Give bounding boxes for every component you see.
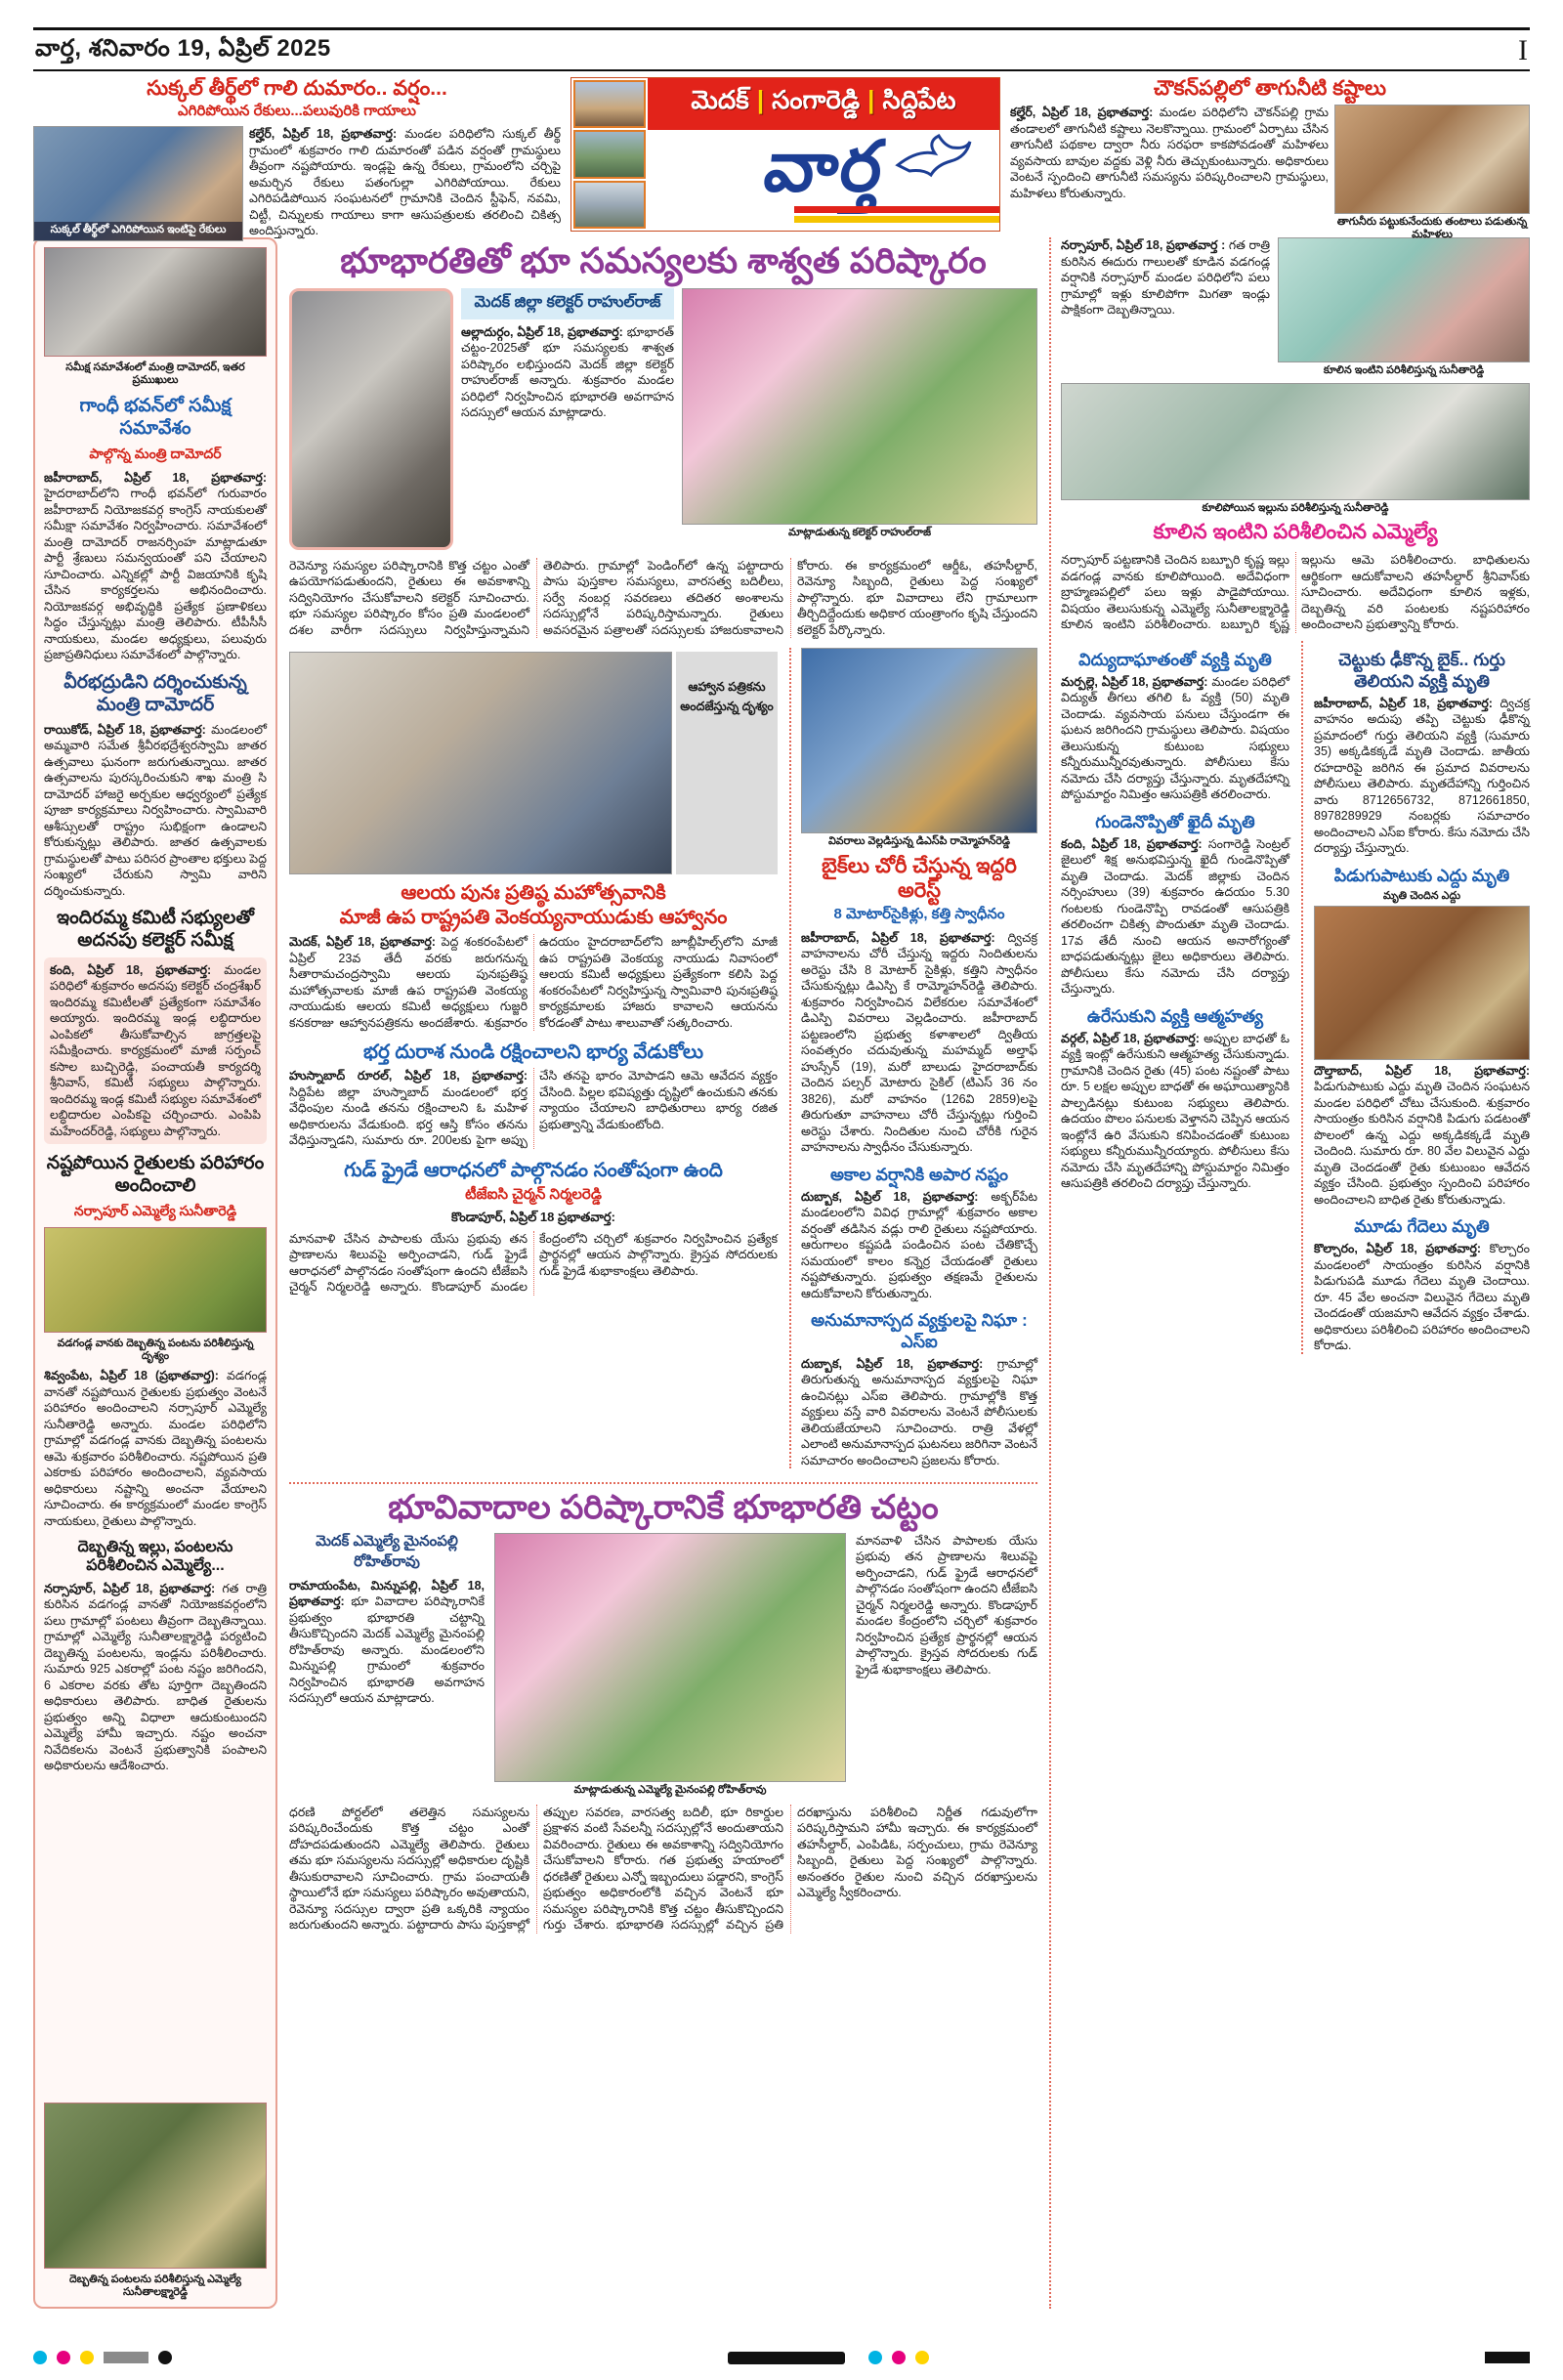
bhubharati-mla-headline: భూవివాదాల పరిష్కారానికే భూభారతి చట్టం bbox=[388, 1489, 939, 1527]
masthead-region-banner bbox=[648, 78, 999, 130]
photo-dead-bull bbox=[1314, 906, 1530, 1060]
nashta-subhead: నర్సాపూర్ ఎమ్మెల్యే సునీతారెడ్డి bbox=[73, 1202, 237, 1218]
black-registration-bar bbox=[728, 2352, 845, 2364]
article-storm-roofs bbox=[33, 77, 561, 242]
right-column bbox=[1049, 237, 1530, 2309]
article-collapsed-house bbox=[1061, 237, 1530, 633]
date-line: వార్త, శనివారం 19, ఏప్రిల్ 2025 bbox=[35, 35, 331, 62]
goodfriday-body: మానవాళి చేసిన పాపాలకు యేసు ప్రభువు తన ప్రాణాలను శిలువపై అర్పించాడని, గుడ్ ఫ్రైడే ఆరాధనలో పాల్గొనడం సంతోషంగా ఉందని టీజేఐసి చైర్మన్ నిర్మలరెడ్డి అన్నారు. కొండాపూర్ మండల కేంద్రంలోని చర్చిలో శుక్రవారం నిర్వహించిన ప్రత్యేక ప్రార్థనల్లో ఆయన పాల్గొన్నారు. క్రైస్తవ సోదరులకు గుడ్ ఫ్రైడే శుభాకాంక్షలు తెలిపారు. bbox=[289, 1231, 778, 1295]
article-bhubharati-mla bbox=[289, 1482, 1037, 1934]
temple-photo bbox=[573, 80, 646, 128]
masthead-photo-strip bbox=[571, 78, 648, 231]
veera-body: రాయికోడ్, ఏప్రిల్ 18, ప్రభాతవార్త: మండలంలో అమ్మవారి సమేత శ్రీవీరభద్రేశ్వరస్వామి జాతర ఉత్సవాలు ఘనంగా జరుగుతున్నాయి. జాతర ఉత్సవాలను పురస్కరించుకుని శాఖ మంత్రి సి దామోదర్ హాజరై అర్చకుల ఆధ్వర్యంలో ప్రత్యేక పూజా కార్యక్రమాలు నిర్వహించారు. స్వామివారి ఆశీస్సులతో రాష్ట్రం సుభిక్షంగా ఉండాలని కోరుకున్నట్లు తెలిపారు. జాతర ఉత్సవాలకు గ్రామస్థులతో పాటు పరిసర ప్రాంతాల భక్తులు పెద్ద సంఖ్యలో చేరుకుని స్వామి వారిని దర్శించుకున్నారు. bbox=[44, 722, 267, 898]
yellow-registration-dot bbox=[915, 2351, 929, 2364]
wife-plea-body: హుస్నాబాద్ రూరల్, ఏప్రిల్ 18, ప్రభాతవార్త: సిద్దిపేట జిల్లా హుస్నాబాద్ మండలంలో భర్త వేధింపుల నుండి తనను రక్షించాలని ఓ మహిళ అధికారులను వేడుకుంది. భర్త ఆస్తి కోసం తనను వేధిస్తున్నాడని, సుమారు రూ. 200లకు పైగా అప్పు చేసి తనపై భారం మోపాడని ఆమె ఆవేదన వ్యక్తం చేసింది. పిల్లల భవిష్యత్తు దృష్టిలో ఉంచుకుని తనకు న్యాయం చేయాలని బాధితురాలు భార్య రజిత ప్రభుత్వాన్ని వేడుకుంటోంది. bbox=[289, 1069, 778, 1148]
venkaiah-body: మెదక్, ఏప్రిల్ 18, ప్రభాతవార్త: పెద్ద శంకరంపేటలో ఏప్రిల్ 23వ తేదీ వరకు జరుగనున్న సీతారామచంద్రస్వామి ఆలయ పునఃప్రతిష్ఠ మహోత్సవాలకు మాజీ ఉప రాష్ట్రపతి వెంకయ్య నాయుడుకు ఆలయ కమిటీ అధ్యక్షులు గుజ్జరి కనకరాజు ఆహ్వానపత్రికను అందజేశారు. శుక్రవారం ఉదయం హైదరాబాద్‌లోని జూబ్లీహిల్స్‌లోని మాజీ ఉప రాష్ట్రపతి వెంకయ్య నాయుడు నివాసంలో ఆలయ కమిటీ అధ్యక్షులు ప్రత్యేకంగా కలిసి పెద్ద శంకరంపేటలో నిర్వహిస్తున్న స్వామివారి పునఃప్రతిష్ఠ కార్యక్రమాలకు హాజరు కావాలని ఆయనను కోరడంతో పాటు శాలువాతో సత్కరించారు. bbox=[289, 935, 778, 1030]
suspects-body: దుబ్బాక, ఏప్రిల్ 18, ప్రభాతవార్త: గ్రామాల్లో తిరుగుతున్న అనుమానాస్పద వ్యక్తులపై నిఘా ఉంచినట్లు ఎస్ఐ తెలిపారు. గ్రామాల్లోకి కొత్త వ్యక్తులు వస్తే వారి వివరాలను వెంటనే పోలీసులకు తెలియజేయాలని సూచించారు. రాత్రి వేళల్లో ఎలాంటి అనుమానాస్పద ఘటనలు జరిగినా వెంటనే సమాచారం అందించాలని ప్రజలను కోరారు. bbox=[801, 1356, 1038, 1467]
buffaloes-headline: మూడు గేదెలు మృతి bbox=[1354, 1216, 1490, 1237]
article-bull-lightning: పిడుగుపాటుకు ఎద్దు మృతి మృతి చెందిన ఎద్దు దౌల్తాబాద్, ఏప్రిల్ 18, ప్రభాతవార్త: పిడుగుపాటుకు ఎద్దు మృతి చెందిన సంఘటన మండల పరిధిలో చోటు చేసుకుంది. శుక్రవారం సాయంత్రం కురిసిన వర్షానికి పిడుగు పడటంతో పొలంలో ఉన్న ఎద్దు అక్కడికక్కడే మృతి చెందింది. సుమారు రూ. 80 వేల విలువైన ఎద్దు మృతి చెందడంతో రైతు కుటుంబం ఆవేదన వ్యక్తం చేసింది. ప్రభుత్వం స్పందించి పరిహారం అందించాలని బాధిత రైతు కోరుతున్నాడు. bbox=[1314, 865, 1530, 1207]
damaged-body: నర్సాపూర్, ఏప్రిల్ 18, ప్రభాతవార్త: గత రాత్రి కురిసిన వడగండ్ల వానతో నియోజకవర్గంలోని పలు గ్రామాల్లో పంటలు తీవ్రంగా దెబ్బతిన్నాయి. గ్రామాల్లో ఎమ్మెల్యే సునీతాలక్ష్మారెడ్డి పర్యటించి దెబ్బతిన్న పంటలను, ఇండ్లను పరిశీలించారు. సుమారు 925 ఎకరాల్లో పంట నష్టం జరిగిందని, 6 ఎకరాల వరకు తోట పూర్తిగా దెబ్బతిందని అధికారులు తెలిపారు. బాధిత రైతులను ప్రభుత్వం అన్ని విధాలా ఆదుకుంటుందని ఎమ్మెల్యే హామీ ఇచ్చారు. నష్టం అంచనా నివేదికలను వెంటనే ప్రభుత్వానికి పంపాలని అధికారులను ఆదేశించారు. bbox=[44, 1581, 268, 1772]
article-buffaloes: మూడు గేదెలు మృతి కొల్చారం, ఏప్రిల్ 18, ప్రభాతవార్త: కొల్చారం మండలంలో సాయంత్రం కురిసిన వర్షానికి పిడుగుపడి మూడు గేదెలు మృతి చెందాయి. రూ. 45 వేల అంచనా విలువైన గేదెలు మృతి చెందడంతో యజమాని ఆవేదన వ్యక్తం చేశాడు. అధికారులు పరిశీలించి పరిహారం అందించాలని కోరాడు. bbox=[1314, 1216, 1530, 1353]
bhubharati-lead-body: ఆల్లాదుర్గం, ఏప్రిల్ 18, ప్రభాతవార్త: భూభారత్ చట్టం-2025తో భూ సమస్యలకు శాశ్వత పరిష్కారం లభిస్తుందని మెదక్ జిల్లా కలెక్టర్ రాహుల్‌రాజ్ అన్నారు. శుక్రవారం మండల పరిధిలో నిర్వహించిన భూభారతి అవగాహన సదస్సులో ఆయన మాట్లాడారు. bbox=[461, 324, 674, 420]
grey-registration-bar bbox=[104, 2352, 148, 2363]
storm-photo-caption: సుక్కల్ తీర్థ్‌లో ఎగిరిపోయిన ఇంటిపై రేకులు bbox=[34, 222, 242, 240]
photo-review-meeting bbox=[44, 247, 267, 357]
cyan-registration-dot bbox=[33, 2351, 47, 2364]
collapsed-house-headline: కూలిన ఇంటిని పరిశీలించిన ఎమ్మెల్యే bbox=[1153, 521, 1438, 544]
region-siddipet: సిద్దిపేట bbox=[882, 85, 956, 114]
bull-headline: పిడుగుపాటుకు ఎద్దు మృతి bbox=[1333, 865, 1510, 885]
storm-body: కల్హేర్, ఏప్రిల్ 18, ప్రభాతవార్త: మండల పరిధిలోని సుక్కల్ తీర్థ్ గ్రామంలో శుక్రవారం గాలి దుమారంతో పడిన వర్షంతో గ్రామస్థులు తీవ్రంగా నష్టపోయారు. ఇండ్లపై ఉన్న రేకులు, గ్రామంలోని చర్చిపై అమర్చిన రేకులు పతంగుల్లా ఎగిరిపోయాయి. రేకులు ఎగిరిపడిపోయిన సంఘటనలో గ్రామానికి చెందిన స్టీఫెన్, నవమి, చిట్టీ, చిన్నులకు గాయాలు కాగా ఆసుపత్రులకు తరలించి చికిత్స అందిస్తున్నారు. bbox=[249, 127, 561, 238]
wife-plea-headline: భర్త దురాశ నుండి రక్షించాలని భార్య వేడుకోలు bbox=[362, 1041, 704, 1064]
article-suspects-watch bbox=[801, 1301, 1037, 1468]
untimely-rain-body: దుబ్బాక, ఏప్రిల్ 18, ప్రభాతవార్త: అక్బర్‌పేట మండలంలోని వివిధ గ్రామాల్లో శుక్రవారం అకాల వర్షంతో తడిసిన వడ్లు రాలి రైతులు నష్టపోయారు. ఆరుగాలం కష్టపడి పండించిన పంట చేతికొచ్చే సమయంలో కాలం కన్నెర్ర చేయడంతో రైతులు నష్టపోతున్నారు. ప్రభుత్వం తక్షణమే రైతులను ఆదుకోవాలని కోరుతున్నారు. bbox=[801, 1189, 1038, 1300]
nashta-headline: నష్టపోయిన రైతులకు పరిహారం అందించాలి bbox=[46, 1153, 265, 1196]
photo-crop-inspection bbox=[44, 1227, 267, 1333]
photo-mla-stage bbox=[494, 1533, 846, 1782]
church-photo bbox=[573, 181, 646, 229]
right-subcolumns bbox=[1061, 641, 1530, 1354]
suicide-headline: ఉరేసుకుని వ్యక్తి ఆత్మహత్య bbox=[1086, 1005, 1264, 1026]
storm-subhead: ఎగిరిపోయిన రేకులు...పలువురికి గాయాలు bbox=[178, 103, 416, 120]
photo-blown-roofs bbox=[33, 126, 243, 241]
article-bike-tree: చెట్టుకు ఢీకొన్న బైక్.. గుర్తు తెలియని వ్యక్తి మృతి జహీరాబాద్, ఏప్రిల్ 18, ప్రభాతవార్త: ద్విచక్ర వాహనం అదుపు తప్పి చెట్టుకు ఢీకొన్న ప్రమాదంలో గుర్తు తెలియని వ్యక్తి (సుమారు 35) అక్కడికక్కడే మృతి చెందాడు. జాతీయ రహదారిపై జరిగిన ఈ ప్రమాద వివరాలను పోలీసులు తెలిపారు. మృతదేహాన్ని గుర్తించిన వారు 8712656732, 8712661850, 8978289929 నంబర్లకు సమాచారం అందించాలని ఎస్ఐ కోరారు. కేసు నమోదు చేసి దర్యాప్తు చేస్తున్నారు. bbox=[1314, 649, 1530, 856]
collector-kicker: మెదక్ జిల్లా కలెక్టర్ రాహుల్‌రాజ్ bbox=[461, 288, 674, 319]
collapsed-house-intro: నర్సాపూర్, ఏప్రిల్ 18, ప్రభాతవార్త : గత రాత్రి కురిసిన ఈదురు గాలులతో కూడిన వడగండ్ల వర్షానికి నర్సాపూర్ మండల పరిధిలోని పలు గ్రామాల్లో ఇళ్లు కూలిపోగా మిగతా ఇండ్లు పాక్షికంగా దెబ్బతిన్నాయి. bbox=[1061, 238, 1270, 317]
mla-body-side: మానవాళి చేసిన పాపాలకు యేసు ప్రభువు తన ప్రాణాలను శిలువపై అర్పించాడని, గుడ్ ఫ్రైడే ఆరాధనలో పాల్గొనడం సంతోషంగా ఉందని టీజేఐసి చైర్మన్ నిర్మలరెడ్డి అన్నారు. కొండాపూర్ మండల కేంద్రంలోని చర్చిలో శుక్రవారం నిర్వహించిన ప్రత్యేక ప్రార్థనల్లో ఆయన పాల్గొన్నారు. క్రైస్తవ సోదరులకు గుడ్ ఫ్రైడే శుభాకాంక్షలు తెలిపారు. bbox=[856, 1533, 1037, 1677]
region-medak: మెదక్ bbox=[691, 85, 749, 114]
black-registration-bar-right bbox=[1485, 2352, 1530, 2363]
article-suicide: ఉరేసుకుని వ్యక్తి ఆత్మహత్య వర్గల్, ఏప్రిల్ 18, ప్రభాతవార్త: అప్పుల బాధతో ఓ వ్యక్తి ఇంట్లో ఉరేసుకుని ఆత్మహత్య చేసుకున్నాడు. గ్రామానికి చెందిన రైతు (45) పంట నష్టంతో పాటు రూ. 5 లక్షల అప్పుల బాధతో ఈ అఘాయిత్యానికి పాల్పడినట్లు కుటుంబ సభ్యులు తెలిపారు. ఉదయం పొలం పనులకు వెళ్తానని చెప్పిన ఆయన ఇంట్లోనే ఉరి వేసుకుని కనిపించడంతో కుటుంబ సభ్యులు కన్నీరుమున్నీరయ్యారు. పోలీసులు కేసు నమోదు చేసి మృతదేహాన్ని పోస్టుమార్టం నిమిత్తం ఆసుపత్రికి తరలించి దర్యాప్తు చేస్తున్నారు. bbox=[1061, 1005, 1289, 1190]
bike-tree-headline: చెట్టుకు ఢీకొన్న బైక్.. గుర్తు తెలియని వ్యక్తి మృతి bbox=[1338, 649, 1505, 691]
bull-photo-caption: మృతి చెందిన ఎద్దు bbox=[1382, 889, 1461, 902]
cyan-registration-dot bbox=[868, 2351, 882, 2364]
invitation-photo-caption: ఆహ్వాన పత్రికను అందజేస్తున్న దృశ్యం bbox=[676, 652, 778, 874]
photo-collector-stage bbox=[682, 288, 1037, 525]
mla-stage-caption: మాట్లాడుతున్న ఎమ్మెల్యే మైనంపల్లి రోహిత్‌రావు bbox=[573, 1783, 767, 1796]
page-number: I bbox=[1518, 34, 1528, 66]
photo-dsp-press-meet bbox=[801, 648, 1037, 833]
nashta-body: శివ్వంపేట, ఏప్రిల్ 18 (ప్రభాతవార్త): వడగండ్ల వానతో నష్టపోయిన రైతులకు ప్రభుత్వం వెంటనే పరిహారం అందించాలని నర్సాపూర్ ఎమ్మెల్యే సునీతారెడ్డి అన్నారు. మండల పరిధిలోని గ్రామాల్లో వడగండ్ల వానకు దెబ్బతిన్న పంటలను ఆమె శుక్రవారం పరిశీలించారు. నష్టపోయిన ప్రతి ఎకరాకు పరిహారం అందించాలని, వ్యవసాయ అధికారులు నష్టాన్ని అంచనా వేయాలని సూచించారు. ఈ కార్యక్రమంలో మండల కాంగ్రెస్ నాయకులు, రైతులు పాల్గొన్నారు. bbox=[44, 1369, 267, 1528]
photo-women-water bbox=[1334, 105, 1530, 214]
bike-theft-subhead: 8 మోటార్‌సైకిళ్లు, కత్తి స్వాధీనం bbox=[833, 905, 1005, 922]
article-bike-theft bbox=[801, 648, 1037, 1156]
gandhi-subhead: పాల్గొన్న మంత్రి దామోదర్ bbox=[89, 445, 222, 461]
article-good-friday bbox=[289, 1159, 778, 1296]
article-prisoner-death: గుండెనొప్పితో ఖైదీ మృతి కంది, ఏప్రిల్ 18, ప్రభాతవార్త: సంగారెడ్డి సెంట్రల్ జైలులో శిక్ష అనుభవిస్తున్న ఖైదీ గుండెనొప్పితో మృతి చెందాడు. మెదక్ జిల్లాకు చెందిన నర్సింహులు (39) శుక్రవారం ఉదయం 5.30 గంటలకు గుండెనొప్పి రావడంతో ఆసుపత్రికి తరలించగా చికిత్స పొందుతూ మృతి చెందాడు. 17వ తేదీ నుంచి ఆయన అనారోగ్యంతో బాధపడుతున్నట్లు జైలు అధికారులు తెలిపారు. పోలీసులు కేసు నమోదు చేసి దర్యాప్తు చేస్తున్నారు. bbox=[1061, 811, 1289, 997]
masthead-logo-area bbox=[648, 130, 999, 231]
veera-headline: వీరభద్రుడిని దర్శించుకున్న మంత్రి దామోదర్ bbox=[63, 671, 247, 715]
masthead bbox=[570, 77, 1000, 232]
magenta-registration-dot bbox=[57, 2351, 70, 2364]
photo-mla-field-visit bbox=[44, 2103, 267, 2269]
water-dateline: కల్హేర్, ఏప్రిల్ 18, ప్రభాతవార్త: bbox=[1010, 106, 1154, 120]
water-body: కల్హేర్, ఏప్రిల్ 18, ప్రభాతవార్త: మండల పరిధిలోని చౌకన్‌పల్లి గ్రామ తండాలలో తాగునీటి కష్టాలు నెలకొన్నాయి. గ్రామంలో ఏర్పాటు చేసిన తాగునీటి పథకాల ద్వారా నీరు సరఫరా కాకపోవడంతో మహిళలు వ్యవసాయ బావుల వద్దకు వెళ్లి నీరు తెచ్చుకుంటున్నారు. అధికారులు వెంటనే స్పందించి తాగునీటి సమస్యను పరిష్కరించాలని గ్రామస్థులు, మహిళలు కోరుతున్నారు. bbox=[1010, 106, 1329, 200]
header-band bbox=[33, 77, 1530, 241]
goodfriday-headline: గుడ్ ఫ్రైడే ఆరాధనలో పాల్గొనడం సంతోషంగా ఉంది bbox=[344, 1159, 723, 1181]
article-wife-plea bbox=[289, 1041, 778, 1149]
vaartha-logo: వార్త bbox=[760, 128, 889, 207]
house-visit-caption: కూలిపోయిన ఇల్లును పరిశీలిస్తున్న సునీతారెడ్డి bbox=[1202, 502, 1389, 515]
magenta-registration-dot bbox=[892, 2351, 906, 2364]
mla-body: ధరణి పోర్టల్‌లో తలెత్తిన సమస్యలను పరిష్కరించేందుకు కొత్త చట్టం ఎంతో దోహదపడుతుందని ఎమ్మెల్యే తెలిపారు. రైతులు తమ భూ సమస్యలను సదస్సుల్లో అధికారుల దృష్టికి తీసుకురావాలని సూచించారు. గ్రామ పంచాయతీ స్థాయిలోనే భూ సమస్యలు పరిష్కారం అవుతాయని, రెవెన్యూ సదస్సుల ద్వారా ప్రతి ఒక్కరికి న్యాయం జరుగుతుందని అన్నారు. పట్టాదారు పాసు పుస్తకాల్లో తప్పుల సవరణ, వారసత్వ బదిలీ, భూ రికార్డుల ప్రక్షాళన వంటి సేవలన్నీ సదస్సుల్లోనే అందుతాయని వివరించారు. రైతులు ఈ అవకాశాన్ని సద్వినియోగం చేసుకోవాలని కోరారు. గత ప్రభుత్వ హయాంలో ధరణితో రైతులు ఎన్నో ఇబ్బందులు పడ్డారని, కాంగ్రెస్ ప్రభుత్వం అధికారంలోకి వచ్చిన వెంటనే భూ సమస్యల పరిష్కారానికి కొత్త చట్టం తీసుకొచ్చిందని గుర్తు చేశారు. భూభారతి సదస్సుల్లో వచ్చిన ప్రతి దరఖాస్తును పరిశీలించి నిర్ణీత గడువులోగా పరిష్కరిస్తామని హామీ ఇచ్చారు. ఈ కార్యక్రమంలో తహసీల్దార్, ఎంపిడిఓ, సర్పంచులు, గ్రామ రెవెన్యూ సిబ్బంది, రైతులు పెద్ద సంఖ్యలో పాల్గొన్నారు. అనంతరం రైతుల నుంచి వచ్చిన దరఖాస్తులను ఎమ్మెల్యే స్వీకరించారు. bbox=[289, 1805, 1037, 1933]
meeting-photo-caption: సమీక్ష సమావేశంలో మంత్రి దామోదర్, ఇతర ప్రముఖులు bbox=[65, 361, 245, 387]
gandhi-body: జహీరాబాద్, ఏప్రిల్ 18, ప్రభాతవార్త: హైదరాబాద్‌లోని గాంధీ భవన్‌లో గురువారం జహీరాబాద్ నియోజకవర్గ కాంగ్రెస్ నాయకులతో సమీక్షా సమావేశం నిర్వహించారు. సమావేశంలో మంత్రి దామోదర్ రాజనర్సింహ మాట్లాడుతూ పార్టీ శ్రేణులు సమన్వయంతో పని చేయాలని సూచించారు. ఎన్నికల్లో పార్టీ విజయానికి కృషి చేసిన కార్యకర్తలను అభినందించారు. నియోజకవర్గ అభివృద్ధికి ప్రత్యేక ప్రణాళికలు సిద్ధం చేస్తున్నట్లు మంత్రి తెలిపారు. టీపీసీసీ నాయకులు, మండల అధ్యక్షులు, పలువురు ప్రజాప్రతినిధులు సమావేశంలో పాల్గొన్నారు. bbox=[44, 470, 267, 662]
indiramma-headline: ఇందిరమ్మ కమిటీ సభ్యులతో అదనపు కలెక్టర్ సమీక్ష bbox=[57, 908, 254, 951]
indiramma-body: కంది, ఏప్రిల్ 18, ప్రభాతవార్త: మండల పరిధిలో శుక్రవారం అదనపు కలెక్టర్ చంద్రశేఖర్ ఇందిరమ్మ కమిటీలతో ప్రత్యేకంగా సమావేశం అయ్యారు. ఇందిరమ్మ ఇండ్ల లబ్ధిదారుల ఎంపికలో తీసుకోవాల్సిన జాగ్రత్తలపై సమీక్షించారు. కార్యక్రమంలో మాజీ సర్పంచ్ కసాల బుచ్చిరెడ్డి, పంచాయతీ కార్యదర్శి శ్రీనివాస్, కమిటీ సభ్యులు పాల్గొన్నారు. ఇందిరమ్మ ఇండ్ల కమిటీ సభ్యుల సమావేశంలో లబ్ధిదారుల ఎంపికపై చర్చించారు. ఎంపిపి మహేందర్‌రెడ్డి, సభ్యులు పాల్గొన్నారు. bbox=[44, 957, 267, 1145]
main-content bbox=[33, 237, 1530, 2309]
print-registration-bar bbox=[33, 2349, 1530, 2366]
article-electrocution: విద్యుదాఘాతంతో వ్యక్తి మృతి మర్పల్లె, ఏప్రిల్ 18, ప్రభాతవార్త: మండల పరిధిలో విద్యుత్ తీగలు తగిలి ఓ వ్యక్తి (50) మృతి చెందాడు. వ్యవసాయ పనులు చేస్తుండగా ఈ ఘటన జరిగిందని గ్రామస్థులు తెలిపారు. విషయం తెలుసుకున్న కుటుంబ సభ్యులు కన్నీరుమున్నీరవుతున్నారు. పోలీసులు కేసు నమోదు చేసి దర్యాప్తు చేస్తున్నారు. మృతదేహాన్ని పోస్టుమార్టం నిమిత్తం ఆసుపత్రికి తరలించారు. bbox=[1061, 649, 1290, 802]
mla-field-caption: దెబ్బతిన్న పంటలను పరిశీలిస్తున్న ఎమ్మెల్యే సునీతాలక్ష్మారెడ్డి bbox=[69, 2273, 241, 2298]
left-column bbox=[33, 237, 277, 2309]
mla-intro: రామాయంపేట, మిన్నుపల్లి, ఏప్రిల్ 18, ప్రభాతవార్త: భూ వివాదాల పరిష్కారానికే ప్రభుత్వం భూభారతి చట్టాన్ని తీసుకొచ్చిందని మెదక్ ఎమ్మెల్యే మైనంపల్లి రోహిత్‌రావు అన్నారు. మండలంలోని మిన్నుపల్లి గ్రామంలో శుక్రవారం నిర్వహించిన భూభారతి అవగాహన సదస్సులో ఆయన మాట్లాడారు. bbox=[289, 1578, 485, 1706]
black-registration-dot bbox=[158, 2351, 172, 2364]
photo-collector-meeting bbox=[289, 288, 453, 550]
goodfriday-subhead: టీజేఐసి చైర్మన్ నిర్మలరెడ్డి bbox=[465, 1185, 602, 1203]
region-separator: | bbox=[867, 85, 875, 114]
center-left-stack bbox=[289, 648, 778, 1468]
right-subcol-left bbox=[1061, 641, 1289, 1354]
photo-invitation-handover bbox=[289, 652, 672, 874]
mid-rule bbox=[33, 69, 1530, 71]
dsp-photo-caption: వివరాలు వెల్లడిస్తున్న డిఎస్‌పి రామ్మోహన్‌రెడ్డి bbox=[827, 835, 1011, 848]
yellow-registration-dot bbox=[80, 2351, 94, 2364]
venkaiah-headline: ఆలయ పునః ప్రతిష్ఠ మహోత్సవానికి మాజీ ఉప రాష్ట్రపతి వెంకయ్యనాయుడుకు ఆహ్వానం bbox=[339, 882, 728, 929]
article-water-trouble bbox=[1010, 77, 1530, 242]
article-untimely-rain bbox=[801, 1156, 1037, 1301]
photo-mla-house-visit bbox=[1061, 383, 1530, 500]
electrocution-headline: విద్యుదాఘాతంతో వ్యక్తి మృతి bbox=[1078, 649, 1272, 669]
dove-icon bbox=[888, 132, 972, 183]
collector-stage-caption: మాట్లాడుతున్న కలెక్టర్ రాహుల్‌రాజ్ bbox=[788, 526, 931, 538]
article-venkaiah-invite bbox=[289, 652, 778, 1031]
water-headline: చౌకన్‌పల్లిలో తాగునీటి కష్టాలు bbox=[1154, 77, 1386, 100]
gandhi-headline: గాంధీ భవన్‌లో సమీక్ష సమావేశం bbox=[79, 396, 232, 440]
date-bar bbox=[33, 30, 1530, 69]
mla-subhead: మెదక్ ఎమ్మెల్యే మైనంపల్లి రోహిత్‌రావు bbox=[316, 1532, 458, 1570]
photo-collapsed-house-interior bbox=[1278, 237, 1530, 362]
bike-theft-headline: బైక్‌లు చోరీ చేస్తున్న ఇద్దరి అరెస్ట్ bbox=[822, 855, 1017, 903]
storm-dateline: కల్హేర్, ఏప్రిల్ 18, ప్రభాతవార్త: bbox=[249, 127, 398, 142]
damaged-headline: దెబ్బతిన్న ఇల్లు, పంటలను పరిశీలించిన ఎమ్మెల్యే... bbox=[77, 1539, 233, 1575]
bhubharati-body: రెవెన్యూ సమస్యల పరిష్కారానికి కొత్త చట్టం ఎంతో ఉపయోగపడుతుందని, రైతులు ఈ అవకాశాన్ని సద్వినియోగం చేసుకోవాలని కలెక్టర్ సూచించారు. భూ సమస్యల పరిష్కారం కోసం ప్రతి మండలంలో దశల వారీగా సదస్సులు నిర్వహిస్తున్నామని తెలిపారు. గ్రామాల్లో పెండింగ్‌లో ఉన్న పట్టాదారు పాసు పుస్తకాల సమస్యలు, వారసత్వ బదిలీలు, సర్వే నంబర్ల సవరణలు తదితర అంశాలను సదస్సుల్లోనే పరిష్కరిస్తామన్నారు. రైతులు అవసరమైన పత్రాలతో సదస్సులకు హాజరుకావాలని కోరారు. ఈ కార్యక్రమంలో ఆర్డీఓ, తహసీల్దార్, రెవెన్యూ సిబ్బంది, రైతులు పెద్ద సంఖ్యలో పాల్గొన్నారు. భూ వివాదాలు లేని గ్రామాలుగా తీర్చిదిద్దేందుకు అధికార యంత్రాంగం కృషి చేస్తుందని కలెక్టర్ పేర్కొన్నారు. bbox=[289, 558, 1037, 637]
right-subcol-right bbox=[1301, 641, 1530, 1354]
region-sangareddy: సంగారెడ్డి bbox=[772, 85, 861, 114]
center-column bbox=[289, 237, 1037, 2309]
prisoner-headline: గుండెనొప్పితో ఖైదీ మృతి bbox=[1095, 811, 1255, 831]
suspects-headline: అనుమానాస్పద వ్యక్తులపై నిఘా : ఎస్ఐ bbox=[811, 1310, 1028, 1351]
collapsed-house-body: నర్సాపూర్ పట్టణానికి చెందిన బబ్బూరి కృష్ణ ఇల్లు వడగండ్ల వానకు కూలిపోయింది. అదేవిధంగా బ్రాహ్మణపల్లిలో పలు ఇళ్లు పాడైపోయాయి. విషయం తెలుసుకున్న ఎమ్మెల్యే సునీతాలక్ష్మారెడ్డి కూలిన ఇంటిని పరిశీలించారు. బబ్బూరి కృష్ణ ఇల్లును ఆమె పరిశీలించారు. బాధితులను ఆర్థికంగా ఆదుకోవాలని తహసీల్దార్ శ్రీనివాస్‌కు సూచించారు. అదేవిధంగా కూలిన ఇళ్లకు, దెబ్బతిన్న వరి పంటలకు నష్టపరిహారం అందించాలని ప్రభుత్వాన్ని కోరారు. bbox=[1061, 553, 1530, 632]
goodfriday-dateline: కొండాపూర్, ఏప్రిల్ 18 ప్రభాతవార్త: bbox=[451, 1209, 615, 1224]
article-bhubharati-collector bbox=[289, 237, 1037, 638]
storm-headline: సుక్కల్ తీర్థ్‌లో గాలి దుమారం.. వర్షం... bbox=[147, 77, 447, 100]
region-separator: | bbox=[756, 85, 765, 114]
masthead-stripes bbox=[794, 206, 999, 223]
untimely-rain-headline: అకాల వర్షానికి అపార నష్టం bbox=[830, 1164, 1008, 1184]
center-right-stack bbox=[789, 648, 1037, 1468]
bike-theft-body: జహీరాబాద్, ఏప్రిల్ 18, ప్రభాతవార్త: ద్విచక్ర వాహనాలను చోరీ చేస్తున్న ఇద్దరు నిందితులను అరెస్టు చేసి 8 మోటార్ సైకిళ్లు, కత్తిని స్వాధీనం చేసుకున్నట్లు డిఎస్పి కే రామ్మోహన్‌రెడ్డి తెలిపారు. శుక్రవారం నిర్వహించిన విలేకరుల సమావేశంలో డిఎస్పి వివరాలు వెల్లడించారు. జహీరాబాద్ పట్టణంలోని ప్రభుత్వ కళాశాలలో ద్వితీయ సంవత్సరం చదువుతున్న మహమ్మద్ అల్తాఫ్ హుస్సేన్ (19), మరో బాలుడు హైదరాబాద్‌కు చెందిన పల్సర్ మోటారు సైకిల్ (టిఎస్ 36 నం 3826), మరో వాహనం (126వి 2859)లపై తిరుగుతూ వాహనాలు చోరీ చేస్తున్నట్లు గుర్తించి అరెస్టు చేశారు. నిందితుల నుంచి చోరీకి గురైన వాహనాలను స్వాధీనం చేసుకున్నారు. bbox=[801, 930, 1037, 1155]
house-interior-caption: కూలిన ఇంటిని పరిశీలిస్తున్న సునీతారెడ్డి bbox=[1323, 364, 1485, 376]
water-photo-caption: తాగునీరు పట్టుకునేందుకు తంటాలు పడుతున్న మహిళలు bbox=[1336, 216, 1528, 241]
crop-photo-caption: వడగండ్ల వానకు దెబ్బతిన్న పంటను పరిశీలిస్తున్న దృశ్యం bbox=[57, 1337, 254, 1362]
bhubharati-headline: భూభారతితో భూ సమస్యలకు శాశ్వత పరిష్కారం bbox=[340, 240, 987, 280]
park-photo bbox=[573, 130, 646, 178]
